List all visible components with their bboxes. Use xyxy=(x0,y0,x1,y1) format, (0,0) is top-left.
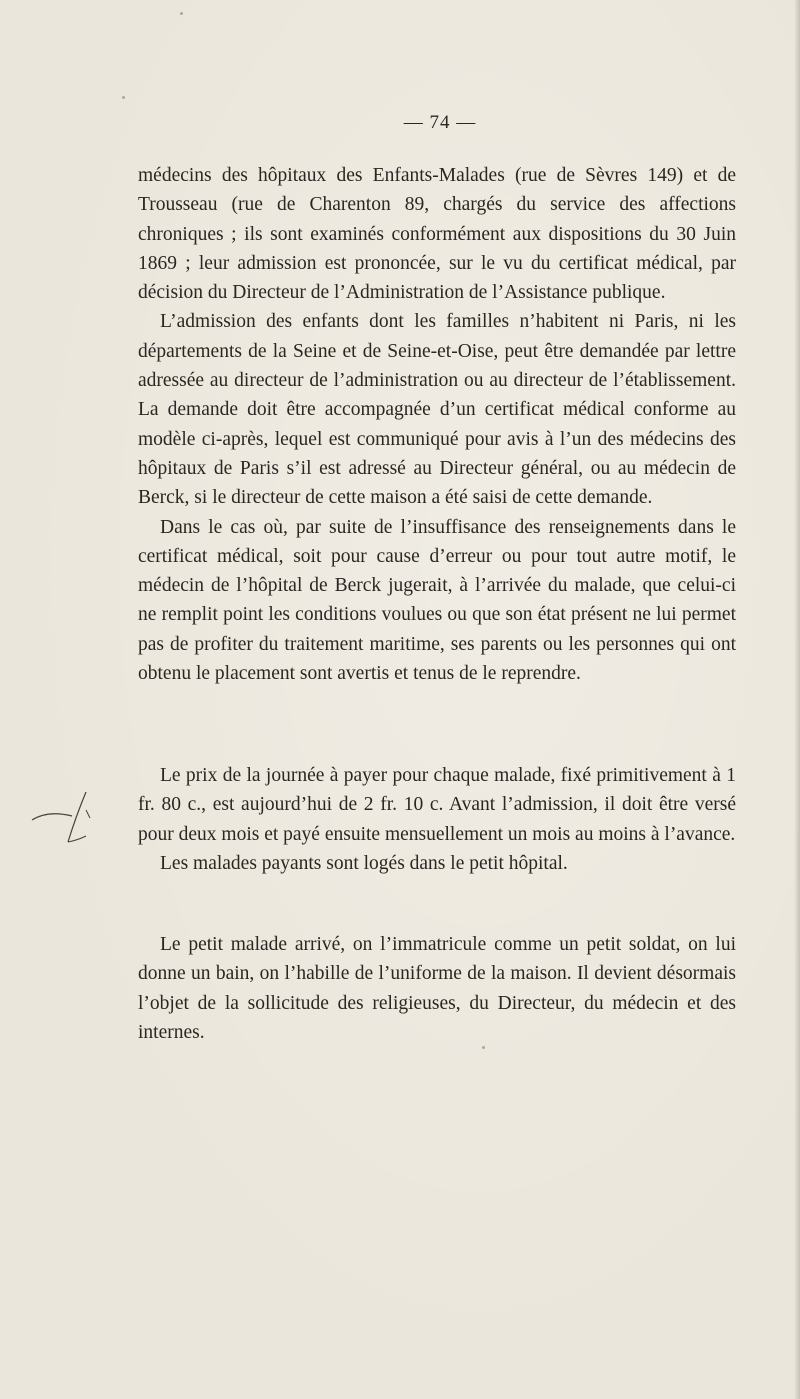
paragraph-paying-patients: Les malades payants sont logés dans le petit hôpital. xyxy=(160,852,568,874)
page-number: — 74 — xyxy=(403,112,477,133)
text-section-admission xyxy=(138,161,736,688)
paragraph-hospital-doctors: médecins des hôpitaux des Enfants-Malades (rue de Sèvres 149) et de Trousseau (rue de Charenton 89, chargés du service des affections chroniques ; ils sont examinés conformément aux dispositions du 30 Juin 1869 ; leur admission est prononcée, sur le vu du certificat médical, par décision du Directeur de l’Administration de l’Assistance publique. xyxy=(138,165,736,304)
paper-speck xyxy=(180,12,183,15)
paragraph-provincial-admission: L’admission des enfants dont les familles n’habitent ni Paris, ni les départements de la Seine et de Seine-et-Oise, peut être demandée par lettre adressée au directeur de l’administration ou au directeur de l’établissement. La demande doit être accompagnée d’un certificat médical conforme au modèle ci-après, lequel est communiqué pour avis à l’un des médecins des hôpitaux de Paris s’il est adressé au Directeur général, ou au médecin de Berck, si le directeur de cette maison a été saisi de cette demande. xyxy=(138,311,736,509)
paragraph-daily-price: Le prix de la journée à payer pour chaque malade, fixé primitivement à 1 fr. 80 c., est aujourd’hui de 2 fr. 10 c. Avant l’admission, il doit être versé pour deux mois et payé ensuite mensuellement un mois au moins à l’avance. xyxy=(138,765,736,845)
paragraph-patient-arrival: Le petit malade arrivé, on l’immatricule comme un petit soldat, on lui donne un bain, on l’habille de l’uniforme de la maison. Il devient désormais l’objet de la sollicitude des religieuses, du Directeur, du médecin et des internes. xyxy=(138,934,736,1043)
paragraph-insufficient-certificate: Dans le cas où, par suite de l’insuffisance des renseignements dans le certificat médical, soit pour cause d’erreur ou pour tout autre motif, le médecin de l’hôpital de Berck jugerait, à l’arrivée du malade, que celui-ci ne remplit point les conditions voulues ou que son état présent ne lui permet pas de profiter du traitement maritime, ses parents ou les personnes qui ont obtenu le placement sont avertis et tenus de le reprendre. xyxy=(138,516,736,685)
text-section-fees xyxy=(138,761,736,878)
text-section-arrival xyxy=(138,930,736,1047)
handwritten-margin-mark xyxy=(28,780,98,850)
paper-speck xyxy=(122,96,125,99)
page-edge-shadow xyxy=(794,0,800,1399)
paper-speck xyxy=(482,1046,485,1049)
